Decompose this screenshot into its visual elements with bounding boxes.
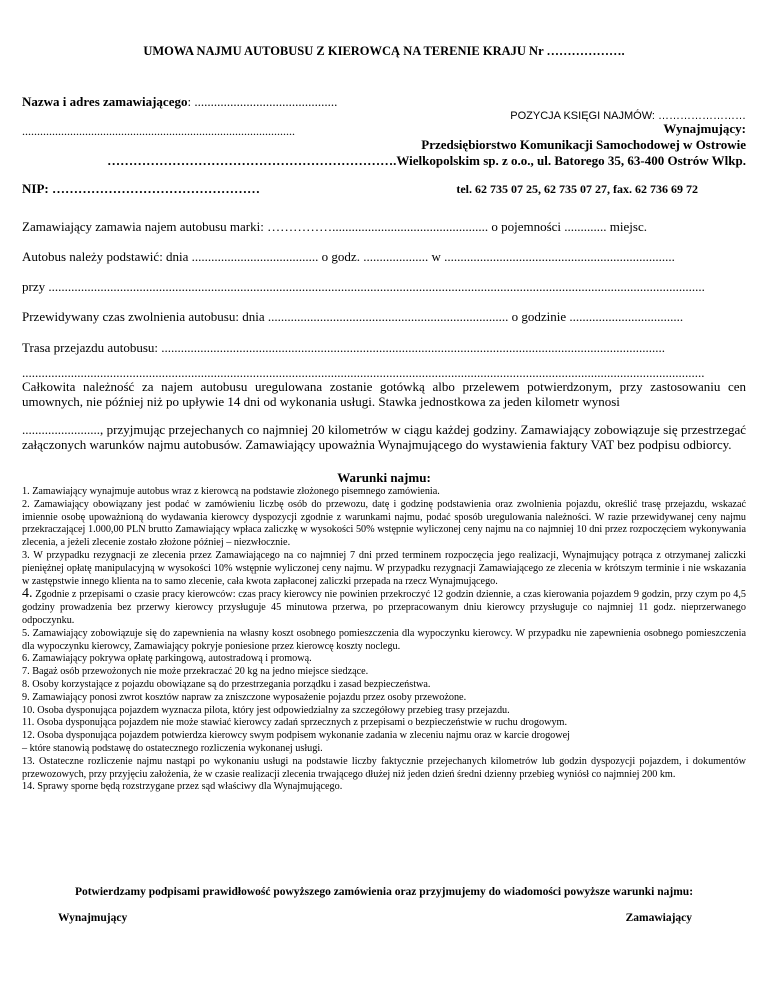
condition-item: 2. Zamawiający obowiązany jest podać w zamówieniu liczbę osób do przewozu, datę i godzinę podstawienia oraz zwolnienia pojazdu, określić trasę przejazdu, wskazać imiennie osobę upoważnioną do wydawania kierowcy dyspozycji zgodnie z warunkami najmu, podać sposób uregulowania należności. W razie przewidywanej ceny najmu przekraczającej 1.000,00 PLN brutto Zamawiający wpłaca zaliczkę w wysokości 50% wstępnie wyliczonej ceny najmu na co najmniej 10 dni przez rozpoczęciem wykonywania zlecenia, a jeżeli zlecenie zostało złożone później – niezwłocznie. <box>22 498 746 549</box>
condition-item: 12. Osoba dysponująca pojazdem potwierdza kierowcy swym podpisem wykonanie zadania w zleceniu najmu oraz w karcie drogowej <box>22 730 570 742</box>
lessor-address: ………………………………………………………….Wielkopolskim sp. z o.o., ul. Batorego 35, 63-400 Ostrów Wlkp. <box>107 153 746 168</box>
lessor-name: Przedsiębiorstwo Komunikacji Samochodowej w Ostrowie <box>421 137 746 152</box>
payment-paragraph: Całkowita należność za najem autobusu uregulowana zostanie gotówką albo przelewem potwierdzonym, przy zastosowaniu cen umownych, nie później niż po upływie 14 dni od wykonania usługi. Stawka jednostkowa za jeden kilometr wynosi <box>22 379 746 409</box>
conditions-list <box>22 486 746 794</box>
dots-line-2: .................................................................................................................................................................................................................. <box>22 365 705 380</box>
signature-lessor: Wynajmujący <box>58 912 128 924</box>
dots-line-1: ........................................................................................... <box>22 124 295 138</box>
condition-item: 9. Zamawiający ponosi zwrot kosztów napraw za zniszczone wyposażenie pojazdu przez osoby przewożone. <box>22 691 467 703</box>
conditions-heading: Warunki najmu: <box>337 470 431 485</box>
lessor-label: Wynajmujący: <box>663 121 746 136</box>
condition-item: 7. Bagaż osób przewożonych nie może przekraczać 20 kg na jedno miejsce siedzące. <box>22 666 369 678</box>
release-line: Przewidywany czas zwolnienia autobusu: dnia .......................................................................... o godzinie ................................... <box>22 309 684 324</box>
condition-item <box>22 588 746 627</box>
condition-item: – które stanowią podstawę do ostatecznego rozliczenia wykonanej usługi. <box>22 742 323 754</box>
client-name-dots: : ............................................ <box>187 94 338 109</box>
document-title: UMOWA NAJMU AUTOBUSU Z KIEROWCĄ NA TERENIE KRAJU Nr ………………. <box>143 44 625 58</box>
condition-item: 10. Osoba dysponująca pojazdem wyznacza pilota, który jest odpowiedzialny za szczegółowy przebieg trasy przejazdu. <box>22 704 510 716</box>
confirmation-text: Potwierdzamy podpisami prawidłowość powyższego zamówienia oraz przyjmujemy do wiadomości powyższe warunki najmu: <box>74 886 694 898</box>
condition-item: 6. Zamawiający pokrywa opłatę parkingową, autostradową i promową. <box>22 653 312 665</box>
condition-item: 3. W przypadku rezygnacji ze zlecenia przez Zamawiającego na co najmniej 7 dni przed terminem rozpoczęcia jego realizacji, Wynajmujący potrąca z otrzymanej zaliczki pieniężnej opłatę manipulacyjną w wysokości 10% wstępnie wyliczonej ceny najmu. W przypadku rezygnacji Zamawiającego ze zlecenia w krótszym terminie i nie wskazania w zastępstwie innego klienta na to samo zlecenie, cała kwota zapłaconej zaliczki przepada na rzecz Wynajmującego. <box>22 549 746 587</box>
condition-text: Zgodnie z przepisami o czasie pracy kierowców: czas pracy kierowcy nie powinien przekroczyć 12 godzin dziennie, a czas kierowania pojazdem 9 godzin, przy czym po 4,5 godziny prowadzenia bez przerwy kierowcy przysługuje 45 minutowa przerwa, po przepracowanym dniu kierowcy przysługuje co najmniej 11 godz. nieprzerwanego odpoczynku. <box>22 589 747 626</box>
nip-field: NIP: ………………………………………… <box>22 181 260 196</box>
lessor-phone: tel. 62 735 07 25, 62 735 07 27, fax. 62 736 69 72 <box>456 182 698 196</box>
condition-number: 4. <box>22 586 33 602</box>
ledger-position: POZYCJA KSIĘGI NAJMÓW: …………………… <box>510 110 746 122</box>
client-name-label: Nazwa i adres zamawiającego <box>22 94 188 109</box>
condition-item: 11. Osoba dysponująca pojazdem nie może stawiać kierowcy zadań sprzecznych z przepisami o bezpieczeństwie w ruchu drogowym. <box>22 717 568 729</box>
order-line: Zamawiający zamawia najem autobusu marki: ……………................................................ o pojemności ............. miejsc. <box>22 219 647 234</box>
condition-item: 1. Zamawiający wynajmuje autobus wraz z kierowcą na podstawie złożonego pisemnego zamówienia. <box>22 486 440 497</box>
condition-item: 14. Sprawy sporne będą rozstrzygane przez sąd właściwy dla Wynajmującego. <box>22 781 343 793</box>
route-line: Trasa przejazdu autobusu: ........................................................................................................................................................... <box>22 340 665 355</box>
condition-item: 8. Osoby korzystające z pojazdu obowiązane są do przestrzegania porządku i zasad bezpieczeństwa. <box>22 678 431 690</box>
condition-item: 5. Zamawiający zobowiązuje się do zapewnienia na własny koszt osobnego pomieszczenia dla wypoczynku kierowcy. W przypadku nie zapewnienia osobnego pomieszczenia dla wypoczynku kierowcy, Zamawiający pokryje poniesione przez kierowcę koszty noclegu. <box>22 627 746 652</box>
delivery-line: Autobus należy podstawić: dnia ....................................... o godz. .................... w ....................................................................... <box>22 249 675 264</box>
at-line: przy .......................................................................................................................................................................................................... <box>22 279 705 294</box>
condition-item: 13. Ostateczne rozliczenie najmu nastąpi po wykonaniu usługi na podstawie liczby faktycznie przejechanych kilometrów lub godzin dyspozycji pojazdem, i dokumentów przewozowych, przy przyjęciu założenia, że w czasie realizacji zlecenia trwającego dłużej niż jeden dzień średni dzienny przebieg wyniósł co najmniej 200 km. <box>22 755 746 780</box>
signature-client: Zamawiający <box>625 912 692 924</box>
rate-paragraph: ........................, przyjmując przejechanych co najmniej 20 kilometrów w ciągu każdej godziny. Zamawiający zobowiązuje się przestrzegać załączonych warunków najmu autobusów. Zamawiający upoważnia Wynajmującego do wystawienia faktury VAT bez podpisu odbiorcy. <box>22 422 746 452</box>
client-name-row <box>22 94 337 110</box>
